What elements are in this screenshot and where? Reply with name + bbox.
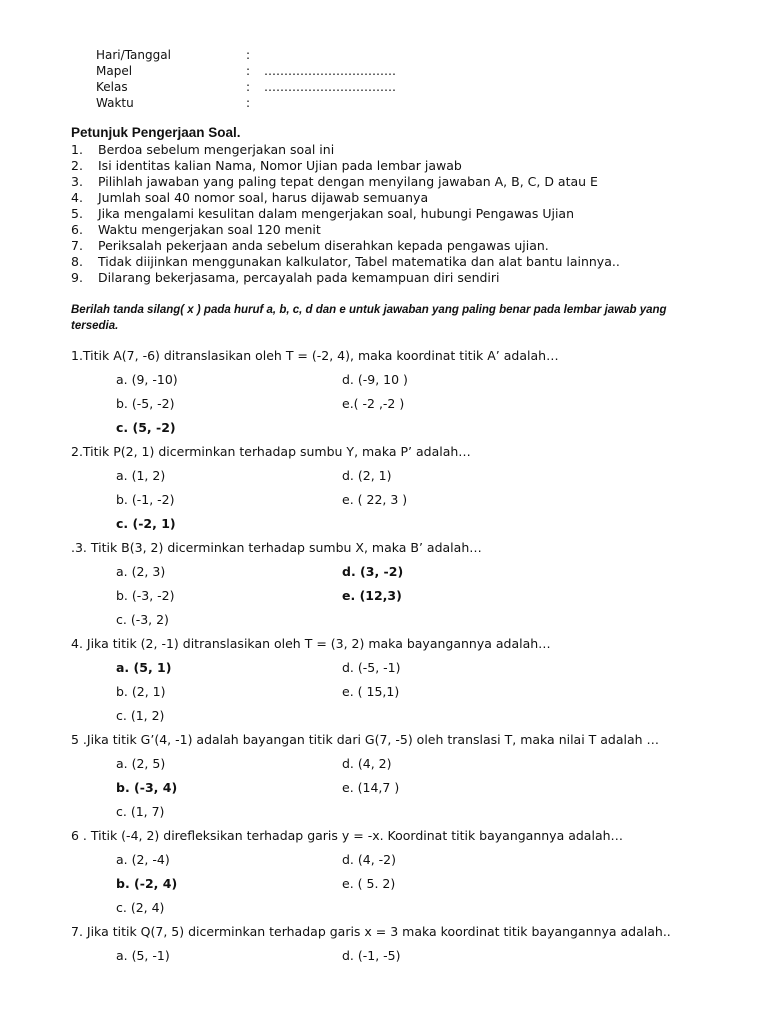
instruction-number: 6. — [71, 222, 83, 237]
answer-option: a. (5, 1) — [116, 660, 172, 675]
instruction-text: Isi identitas kalian Nama, Nomor Ujian pada lembar jawab — [98, 158, 462, 173]
answer-option: a. (9, -10) — [116, 372, 178, 387]
answer-option: a. (2, 5) — [116, 756, 166, 771]
instruction-number: 7. — [71, 238, 83, 253]
identity-colon: : — [246, 48, 251, 62]
question-item — [71, 634, 671, 730]
option-row — [71, 898, 671, 922]
instruction-text: Berdoa sebelum mengerjakan soal ini — [98, 142, 335, 157]
option-row — [71, 586, 671, 610]
answer-option: e. ( 15,1) — [342, 684, 400, 699]
instruction-number: 5. — [71, 206, 83, 221]
instruction-number: 4. — [71, 190, 83, 205]
option-row — [71, 466, 671, 490]
identity-label: Kelas — [96, 80, 128, 94]
question-stem: 7. Jika titik Q(7, 5) dicerminkan terhadap garis x = 3 maka koordinat titik bayangannya adalah.. — [71, 924, 671, 939]
answer-option: d. (4, 2) — [342, 756, 392, 771]
option-row — [71, 874, 671, 898]
question-item — [71, 346, 671, 442]
identity-label: Hari/Tanggal — [96, 48, 171, 62]
answer-option: c. (2, 4) — [116, 900, 165, 915]
option-row — [71, 754, 671, 778]
question-list — [71, 346, 671, 970]
answer-option: d. (4, -2) — [342, 852, 396, 867]
instruction-item — [71, 190, 620, 206]
option-row — [71, 658, 671, 682]
option-row — [71, 562, 671, 586]
instruction-item — [71, 174, 620, 190]
answer-option: c. (5, -2) — [116, 420, 176, 435]
identity-colon: : — [246, 80, 251, 94]
question-stem: 6 . Titik (-4, 2) direfleksikan terhadap garis y = -x. Koordinat titik bayangannya adalah… — [71, 828, 624, 843]
option-row — [71, 778, 671, 802]
identity-value: …………………………… — [264, 80, 396, 94]
identity-label: Waktu — [96, 96, 134, 110]
question-item — [71, 922, 671, 970]
identity-row — [96, 47, 396, 63]
instruction-item — [71, 158, 620, 174]
answer-option: b. (-1, -2) — [116, 492, 175, 507]
answer-option: b. (-3, -2) — [116, 588, 175, 603]
question-stem: .3. Titik B(3, 2) dicerminkan terhadap sumbu X, maka B’ adalah… — [71, 540, 482, 555]
answer-option: a. (2, 3) — [116, 564, 166, 579]
instruction-number: 9. — [71, 270, 83, 285]
answer-option: c. (-2, 1) — [116, 516, 176, 531]
answer-option: a. (2, -4) — [116, 852, 170, 867]
answer-option: e. ( 22, 3 ) — [342, 492, 408, 507]
option-row — [71, 514, 671, 538]
answer-option: e. ( 5. 2) — [342, 876, 396, 891]
question-stem: 4. Jika titik (2, -1) ditranslasikan oleh T = (3, 2) maka bayangannya adalah… — [71, 636, 551, 651]
option-row — [71, 370, 671, 394]
answer-option: d. (2, 1) — [342, 468, 392, 483]
answer-option: a. (1, 2) — [116, 468, 166, 483]
option-row — [71, 610, 671, 634]
identity-row — [96, 63, 396, 79]
question-item — [71, 826, 671, 922]
instruction-item — [71, 238, 620, 254]
question-stem: 1.Titik A(7, -6) ditranslasikan oleh T = (-2, 4), maka koordinat titik A’ adalah… — [71, 348, 559, 363]
answer-instruction: Berilah tanda silang( x ) pada huruf a, b, c, d dan e untuk jawaban yang paling benar pada lembar jawab yang tersedia. — [71, 304, 667, 332]
answer-option: a. (5, -1) — [116, 948, 170, 963]
answer-option: d. (-1, -5) — [342, 948, 401, 963]
instruction-text: Dilarang bekerjasama, percayalah pada kemampuan diri sendiri — [98, 270, 500, 285]
instructions-block — [71, 125, 620, 286]
answer-option: c. (1, 7) — [116, 804, 165, 819]
identity-value: …………………………… — [264, 64, 396, 78]
instruction-item — [71, 222, 620, 238]
option-row — [71, 946, 671, 970]
instruction-text: Pilihlah jawaban yang paling tepat dengan menyilang jawaban A, B, C, D atau E — [98, 174, 598, 189]
identity-label: Mapel — [96, 64, 133, 78]
option-row — [71, 850, 671, 874]
option-row — [71, 418, 671, 442]
instruction-item — [71, 142, 620, 158]
option-row — [71, 490, 671, 514]
instruction-text: Tidak diijinkan menggunakan kalkulator, Tabel matematika dan alat bantu lainnya.. — [98, 254, 620, 269]
option-row — [71, 394, 671, 418]
answer-option: b. (-5, -2) — [116, 396, 175, 411]
answer-option: e. (12,3) — [342, 588, 402, 603]
answer-option: b. (2, 1) — [116, 684, 166, 699]
option-row — [71, 706, 671, 730]
answer-option: e. (14,7 ) — [342, 780, 400, 795]
instructions-title: Petunjuk Pengerjaan Soal. — [71, 125, 241, 140]
instruction-text: Jumlah soal 40 nomor soal, harus dijawab semuanya — [98, 190, 429, 205]
identity-block — [96, 47, 396, 111]
instruction-number: 3. — [71, 174, 83, 189]
answer-option: d. (3, -2) — [342, 564, 404, 579]
identity-colon: : — [246, 96, 251, 110]
instruction-number: 1. — [71, 142, 83, 157]
answer-option: b. (-2, 4) — [116, 876, 178, 891]
instruction-number: 2. — [71, 158, 83, 173]
question-stem: 5 .Jika titik G’(4, -1) adalah bayangan titik dari G(7, -5) oleh translasi T, maka nilai T adalah … — [71, 732, 660, 747]
question-item — [71, 730, 671, 826]
instruction-item — [71, 254, 620, 270]
answer-option: b. (-3, 4) — [116, 780, 178, 795]
question-item — [71, 442, 671, 538]
answer-option: c. (-3, 2) — [116, 612, 169, 627]
question-item — [71, 538, 671, 634]
answer-option: d. (-9, 10 ) — [342, 372, 408, 387]
answer-option: d. (-5, -1) — [342, 660, 401, 675]
instruction-text: Periksalah pekerjaan anda sebelum diserahkan kepada pengawas ujian. — [98, 238, 549, 253]
instruction-text: Jika mengalami kesulitan dalam mengerjakan soal, hubungi Pengawas Ujian — [98, 206, 575, 221]
identity-colon: : — [246, 64, 251, 78]
identity-row — [96, 95, 396, 111]
instruction-text: Waktu mengerjakan soal 120 menit — [98, 222, 321, 237]
identity-row — [96, 79, 396, 95]
option-row — [71, 802, 671, 826]
option-row — [71, 682, 671, 706]
question-stem: 2.Titik P(2, 1) dicerminkan terhadap sumbu Y, maka P’ adalah… — [71, 444, 471, 459]
instruction-item — [71, 206, 620, 222]
answer-option: e.( -2 ,-2 ) — [342, 396, 405, 411]
instruction-item — [71, 270, 620, 286]
answer-option: c. (1, 2) — [116, 708, 165, 723]
instruction-number: 8. — [71, 254, 83, 269]
